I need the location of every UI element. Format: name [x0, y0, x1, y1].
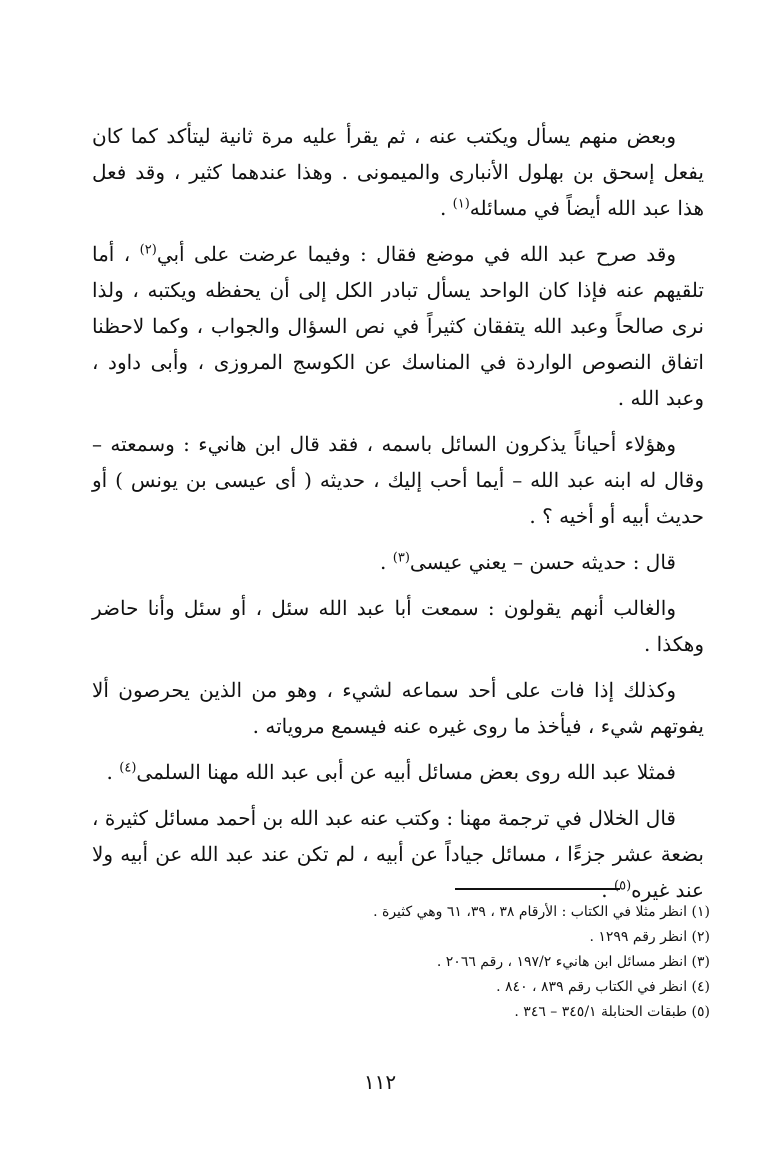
paragraph-7: فمثلا عبد الله روى بعض مسائل أبيه عن أبى عبد الله مهنا السلمى$^{(٤)}$ . — [106, 760, 676, 784]
paragraph-6: وكذلك إذا فات على أحد سماعه لشيء ، وهو من الذين يحرصون ألا يفوتهم شيء ، فيأخذ ما روى غيره عنه فيسمع مروياته . — [92, 678, 704, 738]
footnote-separator — [455, 888, 620, 890]
main-text — [92, 118, 704, 918]
footnote-marker-5: (٥) — [614, 878, 632, 894]
footnote-marker-3: (٣) — [392, 550, 410, 566]
paragraph-8: قال الخلال في ترجمة مهنا : وكتب عنه عبد الله بن أحمد مسائل كثيرة ، بضعة عشر جزءًا ، مسائل جياداً عن أبيه ، لم تكن عند عبد الله عن أبيه ولا عند غيره$^{(٥)}$ . — [92, 806, 704, 902]
paragraph-3: وهؤلاء أحياناً يذكرون السائل باسمه ، فقد قال ابن هانيء : وسمعته – وقال له ابنه عبد الله – أيما أحب إليك ، حديثه ( أى عيسى بن يونس ) أو حديث أبيه أو أخيه ؟ . — [92, 432, 704, 528]
footnote-marker-2: (٢) — [139, 242, 157, 258]
footnote-marker-1: (١) — [452, 196, 470, 212]
footnote-1: (١) انظر مثلا في الكتاب : الأرقام ٣٨ ، ٣٩، ٦١ وهي كثيرة . — [373, 904, 710, 920]
paragraph-2: وقد صرح عبد الله في موضع فقال : وفيما عرضت على أبي$^{(٢)}$ ، أما تلقيهم عنه فإذا كان الواحد يسأل تبادر الكل إلى أن يحفظه ويكتبه ، ولذا نرى صالحاً وعبد الله يتفقان كثيراً في نص السؤال والجواب ، وكما لاحظنا اتفاق النصوص الواردة في المناسك عن الكوسج المروزى ، وأبى داود ، وعبد الله . — [92, 242, 704, 410]
footnote-5: (٥) طبقات الحنابلة ٣٤٥/١ – ٣٤٦ . — [514, 1004, 710, 1020]
footnote-2: (٢) انظر رقم ١٢٩٩ . — [589, 929, 710, 945]
footnote-4: (٤) انظر في الكتاب رقم ٨٣٩ ، ٨٤٠ . — [496, 979, 710, 995]
paragraph-1: وبعض منهم يسأل ويكتب عنه ، ثم يقرأ عليه مرة ثانية ليتأكد كما كان يفعل إسحق بن بهلول الأنبارى والميمونى . وهذا عندهما كثير ، وقد فعل هذا عبد الله أيضاً في مسائله$^{(١)}$ . — [92, 124, 704, 220]
paragraph-4: قال : حديثه حسن – يعني عيسى$^{(٣)}$ . — [380, 550, 676, 574]
page-number: ١١٢ — [363, 1070, 397, 1094]
footnotes — [150, 900, 710, 1025]
footnote-marker-4: (٤) — [119, 760, 137, 776]
paragraph-5: والغالب أنهم يقولون : سمعت أبا عبد الله سئل ، أو سئل وأنا حاضر وهكذا . — [92, 596, 704, 656]
footnote-3: (٣) انظر مسائل ابن هانيء ١٩٧/٢ ، رقم ٢٠٦٦ . — [436, 954, 710, 970]
